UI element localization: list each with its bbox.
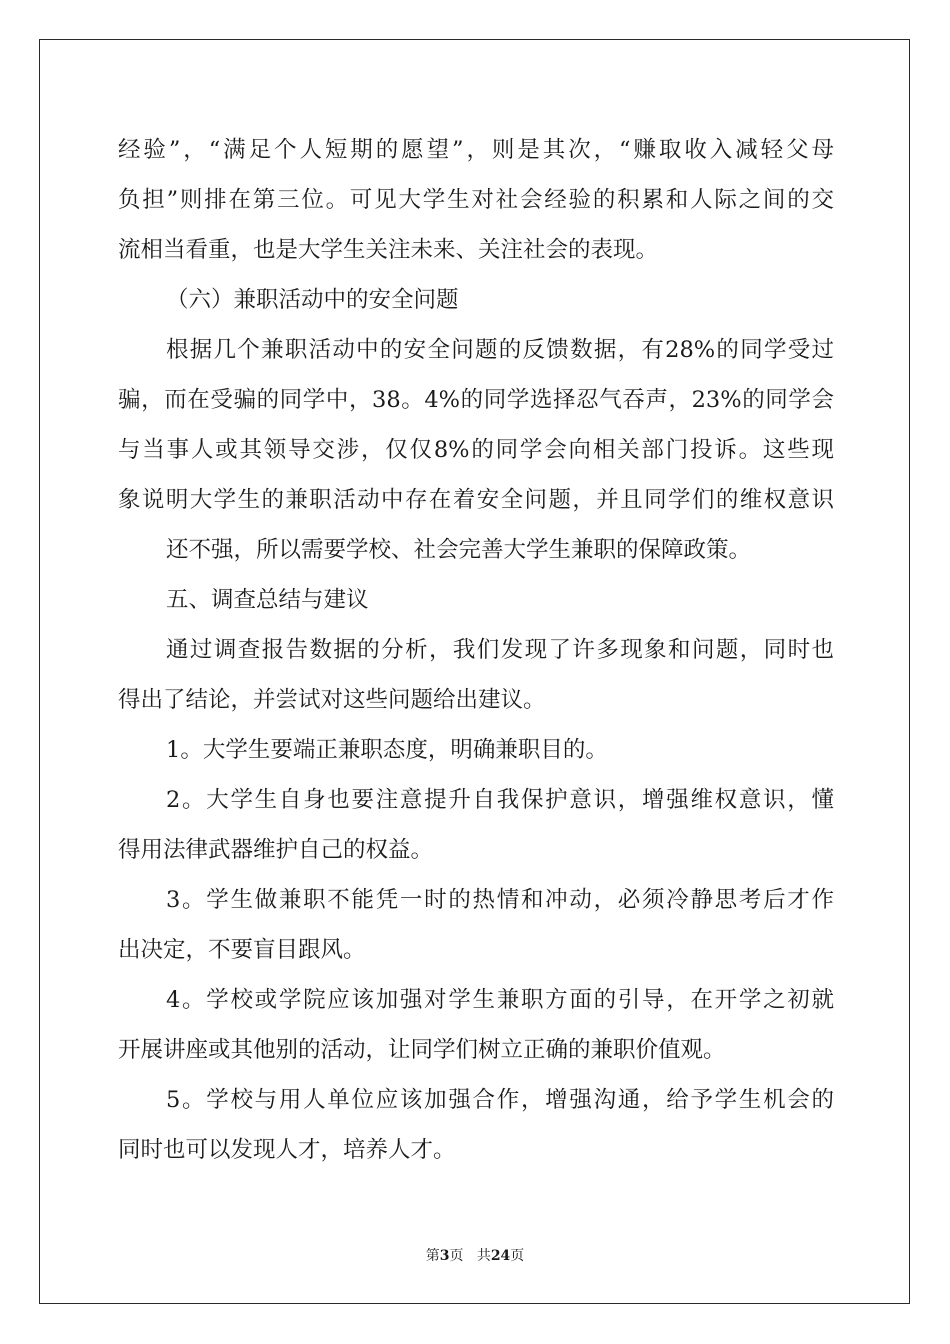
list-item: 2。大学生自身也要注意提升自我保护意识，增强维权意识，懂 [166,787,834,813]
text-line: 出决定，不要盲目跟风。 [118,937,366,963]
text-line: 通过调查报告数据的分析，我们发现了许多现象和问题，同时也 [166,637,834,663]
list-item: 5。学校与用人单位应该加强合作，增强沟通，给予学生机会的 [166,1087,834,1113]
list-item: 3。学生做兼职不能凭一时的热情和冲动，必须冷静思考后才作 [166,887,834,913]
total-prefix: 共 [476,1248,491,1264]
total-pages: 24 [490,1248,511,1264]
document-body [118,125,834,1175]
text-line: 流相当看重，也是大学生关注未来、关注社会的表现。 [118,237,659,263]
text-line: 象说明大学生的兼职活动中存在着安全问题，并且同学们的维权意识 [118,487,834,513]
section-heading: 五、调查总结与建议 [166,587,369,613]
text-line: 同时也可以发现人才，培养人才。 [118,1137,456,1163]
list-item: 4。学校或学院应该加强对学生兼职方面的引导，在开学之初就 [166,987,834,1013]
text-line: 负担”则排在第三位。可见大学生对社会经验的积累和人际之间的交 [118,187,834,213]
text-line: 得用法律武器维护自己的权益。 [118,837,434,863]
section-heading: （六）兼职活动中的安全问题 [166,287,459,313]
page-footer [0,1245,950,1265]
text-line: 骗，而在受骗的同学中，38。4%的同学选择忍气吞声，23%的同学会 [118,387,834,413]
text-line: 与当事人或其领导交涉，仅仅8%的同学会向相关部门投诉。这些现 [118,437,834,463]
text-line: 经验”，“满足个人短期的愿望”，则是其次，“赚取收入减轻父母 [118,137,834,163]
page-suffix: 页 [449,1248,464,1264]
text-line: 得出了结论，并尝试对这些问题给出建议。 [118,687,546,713]
text-line: 根据几个兼职活动中的安全问题的反馈数据，有28%的同学受过 [166,337,834,363]
text-line: 还不强，所以需要学校、社会完善大学生兼职的保障政策。 [166,537,752,563]
page-number: 3 [439,1248,450,1264]
text-line: 开展讲座或其他别的活动，让同学们树立正确的兼职价值观。 [118,1037,726,1063]
total-suffix: 页 [510,1248,525,1264]
list-item: 1。大学生要端正兼职态度，明确兼职目的。 [166,737,608,763]
page-prefix: 第 [425,1248,440,1264]
